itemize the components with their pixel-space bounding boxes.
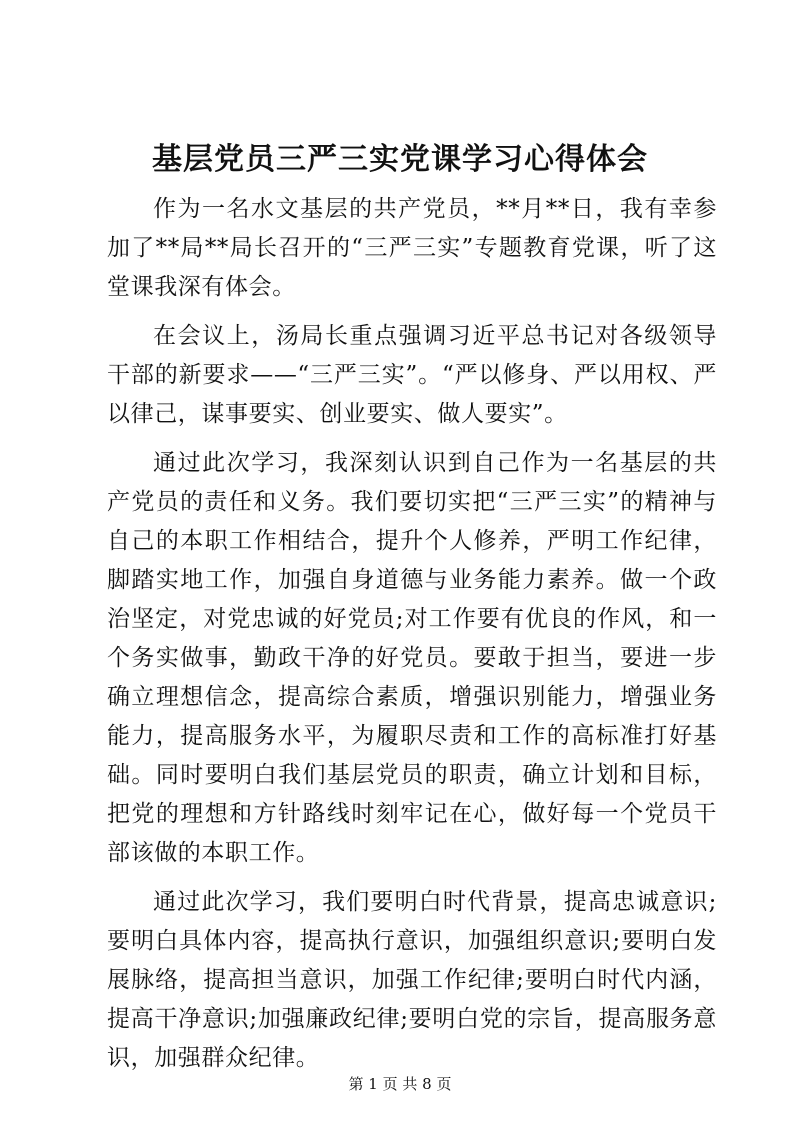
document-body (107, 190, 717, 1088)
document-title: 基层党员三严三实党课学习心得体会 (152, 142, 648, 177)
paragraph-2: 在会议上，汤局长重点强调习近平总书记对各级领导干部的新要求——“三严三实”。“严以修身、严以用权、严以律己，谋事要实、创业要实、做人要实”。 (107, 323, 717, 427)
paragraph-1: 作为一名水文基层的共产党员，**月**日，我有幸参加了**局**局长召开的“三严三实”专题教育党课，听了这堂课我深有体会。 (107, 196, 717, 300)
paragraph-3: 通过此次学习，我深刻认识到自己作为一名基层的共产党员的责任和义务。我们要切实把“三严三实”的精神与自己的本职工作相结合，提升个人修养，严明工作纪律，脚踏实地工作，加强自身道德与业务能力素养。做一个政治坚定，对党忠诚的好党员;对工作要有优良的作风，和一个务实做事，勤政干净的好党员。要敢于担当，要进一步确立理想信念，提高综合素质，增强识别能力，增强业务能力，提高服务水平，为履职尽责和工作的高标准打好基础。同时要明白我们基层党员的职责，确立计划和目标，把党的理想和方针路线时刻牢记在心，做好每一个党员干部该做的本职工作。 (107, 450, 717, 866)
page-footer: 第 1 页 共 8 页 (348, 1075, 452, 1093)
paragraph-4: 通过此次学习，我们要明白时代背景，提高忠诚意识;要明白具体内容，提高执行意识，加强组织意识;要明白发展脉络，提高担当意识，加强工作纪律;要明白时代内涵，提高干净意识;加强廉政纪律;要明白党的宗旨，提高服务意识，加强群众纪律。 (107, 889, 717, 1071)
